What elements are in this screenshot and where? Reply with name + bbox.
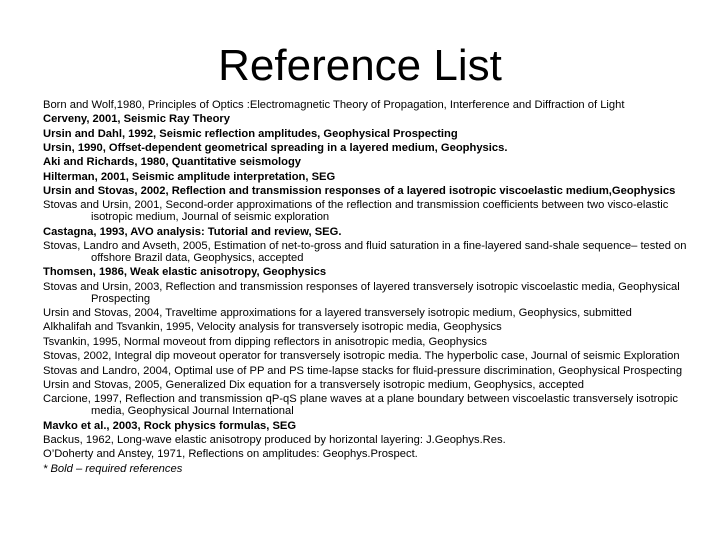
reference-item: Ursin and Stovas, 2004, Traveltime approximations for a layered transversely isotropic medium, Geophysics, submitted: [43, 307, 632, 320]
reference-item: Aki and Richards, 1980, Quantitative seismology: [43, 156, 302, 169]
reference-item: Stovas and Landro, 2004, Optimal use of PP and PS time-lapse stacks for fluid-pressure discrimination, Geophysical Prospecting: [43, 364, 683, 377]
reference-item: Born and Wolf,1980, Principles of Optics :Electromagnetic Theory of Propagation, Interference and Diffraction of Light: [43, 99, 625, 111]
slide-title: Reference List: [218, 41, 502, 90]
reference-item: Ursin and Stovas, 2005, Generalized Dix equation for a transversely isotropic medium, Geophysics, accepted: [43, 378, 584, 391]
reference-list: [43, 99, 711, 477]
reference-item: Stovas, Landro and Avseth, 2005, Estimation of net-to-gross and fluid saturation in a fine-layered sand-shale sequence– tested on offshore Brazil data, Geophysics, accepted: [43, 240, 687, 265]
reference-item: Stovas and Ursin, 2003, Reflection and transmission responses of layered transversely isotropic viscoelastic media, Geophysical Prospecting: [43, 280, 680, 305]
reference-item: Stovas, 2002, Integral dip moveout operator for transversely isotropic media. The hyperbolic case, Journal of seismic Exploration: [43, 350, 680, 363]
reference-item: Tsvankin, 1995, Normal moveout from dipping reflectors in anisotropic media, Geophysics: [43, 335, 487, 348]
reference-item: Castagna, 1993, AVO analysis: Tutorial and review, SEG.: [43, 225, 342, 238]
reference-item: Alkhalifah and Tsvankin, 1995, Velocity analysis for transversely isotropic media, Geophysics: [43, 321, 502, 334]
reference-item: Ursin, 1990, Offset-dependent geometrical spreading in a layered medium, Geophysics.: [43, 142, 508, 155]
reference-item: Mavko et al., 2003, Rock physics formulas, SEG: [43, 419, 297, 432]
reference-item: Carcione, 1997, Reflection and transmission qP-qS plane waves at a plane boundary between viscoelastic transversely isotropic media, Geophysical Journal International: [43, 393, 678, 418]
reference-item: Ursin and Stovas, 2002, Reflection and transmission responses of a layered isotropic viscoelastic medium,Geophysics: [43, 185, 676, 198]
reference-item: Ursin and Dahl, 1992, Seismic reflection amplitudes, Geophysical Prospecting: [43, 127, 458, 140]
reference-item: Thomsen, 1986, Weak elastic anisotropy, Geophysics: [43, 266, 327, 279]
footnote: * Bold – required references: [43, 462, 183, 475]
reference-item: Stovas and Ursin, 2001, Second-order approximations of the reflection and transmission coefficients between two visco-elastic isotropic medium, Journal of seismic exploration: [43, 199, 669, 224]
reference-item: Hilterman, 2001, Seismic amplitude interpretation, SEG: [43, 170, 336, 183]
reference-item: Cerveny, 2001, Seismic Ray Theory: [43, 113, 230, 126]
reference-item: Backus, 1962, Long-wave elastic anisotropy produced by horizontal layering: J.Geophys.Res.: [43, 433, 506, 446]
reference-item: O’Doherty and Anstey, 1971, Reflections on amplitudes: Geophys.Prospect.: [43, 448, 418, 461]
